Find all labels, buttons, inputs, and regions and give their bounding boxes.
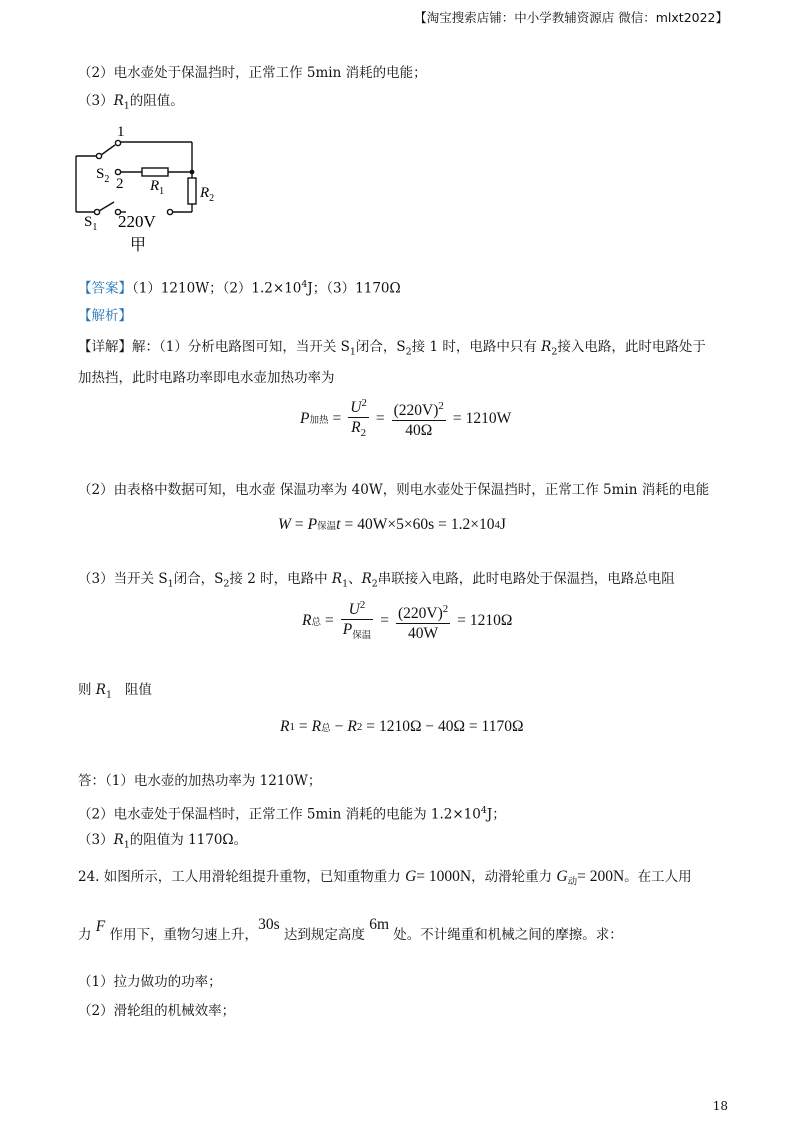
detail-text-c: 接 1 时，电路中只有	[411, 339, 542, 355]
detail-text-a: 解：（1）分析电路图可知，当开关 S	[132, 339, 350, 355]
eq1-frac-1: $\frac{U^2}{R_2}$	[348, 394, 369, 443]
equation-energy: W = P 保温 t = 40W×5×60s = 1.2×10 4 J	[278, 516, 506, 533]
q3-symbol: R	[113, 93, 124, 109]
part-3-text: （3）当开关 $S_1$闭合，$S_2$接 2 时，电路中 $R_1$、$R_2$串联接入电路，此时电路处于保温挡，电路总电阻	[78, 571, 675, 590]
figure-caption: 甲	[130, 237, 147, 254]
q24-sub-2: （2）滑轮组的机械效率；	[78, 1003, 236, 1019]
eq1-lhs-sub: 加热	[309, 415, 329, 426]
q3-suffix: 的阻值。	[129, 93, 184, 109]
r2-sub: 2	[551, 346, 558, 358]
answer-sup: 4	[301, 279, 308, 290]
then-line: 则 $R_1$ 阻值	[78, 682, 152, 701]
shop-header-note: 【淘宝搜索店铺：中小学教辅资源店 微信：mlxt2022】	[414, 10, 728, 25]
page-number: 18	[712, 1099, 728, 1113]
detail-line-1	[78, 338, 706, 362]
q24-line-2: 力 F 作用下，重物匀速上升，30s 达到规定高度 6m 处。不计绳重和机械之间的摩擦。求：	[78, 916, 623, 943]
answer-p2: J；（3）1170Ω	[307, 280, 401, 297]
detail-text-d: 接入电路，此时电路处于	[557, 339, 706, 355]
equation-r1: R 1 = R 总 − R 2 = 1210Ω − 40Ω = 1170Ω	[280, 718, 524, 735]
circuit-diagram	[70, 120, 230, 255]
eq1-frac-2: $\frac{(220V)^2}{40\Omega}$	[392, 397, 446, 440]
s2-sub: 2	[405, 346, 412, 358]
conclusion-line-3: $(3)R_1$的阻值为 1170Ω。	[78, 832, 248, 851]
eq1-lhs: P	[300, 409, 310, 427]
s1-label: $S_1$	[84, 214, 98, 233]
answer-line	[78, 276, 401, 298]
voltage-label: 220V	[118, 212, 156, 231]
detail-text-b: 闭合，S	[355, 339, 406, 355]
conclusion-line-1: 答：（1）电水壶的加热功率为 1210W；	[78, 773, 322, 789]
q3-prefix: （3）	[78, 93, 114, 109]
r2-label: $R_2$	[200, 185, 215, 204]
q3-sub: 1	[123, 100, 130, 112]
part-2-text: （2）由表格中数据可知，电水壶 保温功率为 40W，则电水壶处于保温挡时，正常工作 5min 消耗的电能	[78, 482, 710, 498]
terminal-1-label: 1	[117, 124, 125, 140]
s2-label: $S_2$	[96, 166, 110, 185]
q24-sub-1: （1）拉力做功的功率；	[78, 974, 222, 990]
conclusion-line-2: （2）电水壶处于保温档时，正常工作 5min 消耗的电能为 $1.2\times 10^4J$；	[78, 805, 506, 823]
s1-sub: 1	[349, 346, 356, 358]
eq1-result: 1210W	[465, 409, 512, 427]
r2-symbol: R	[541, 339, 552, 355]
equation-total-resistance: R 总 = $\frac{U^2}{P_{保温}}$ = $\frac{(220V)^2}{40W}$ = 1210Ω	[302, 596, 512, 646]
terminal-2-label: 2	[116, 176, 124, 192]
question-part-3	[78, 92, 184, 116]
answer-tag: 【答案】	[78, 280, 132, 297]
answer-p1: （1）1210W；（2）1.2×10	[132, 280, 302, 297]
analysis-tag: 【解析】	[78, 308, 132, 324]
equation-heating-power: P 加热 = $\frac{U^2}{R_2}$ = $\frac{(220V)^2}{40\Omega}$ = 1210W	[300, 394, 511, 443]
detail-tag: 【详解】	[78, 339, 132, 355]
question-part-2: （2）电水壶处于保温挡时，正常工作 5min 消耗的电能；	[78, 65, 427, 81]
detail-line-2: 加热挡，此时电路功率即电水壶加热功率为	[78, 370, 335, 386]
q24-line-1: 24. 如图所示，工人用滑轮组提升重物，已知重物重力 G= 1000N，动滑轮重力 $G_动= 200N$。在工人用	[78, 868, 692, 888]
r1-label: $R_1$	[150, 178, 165, 197]
